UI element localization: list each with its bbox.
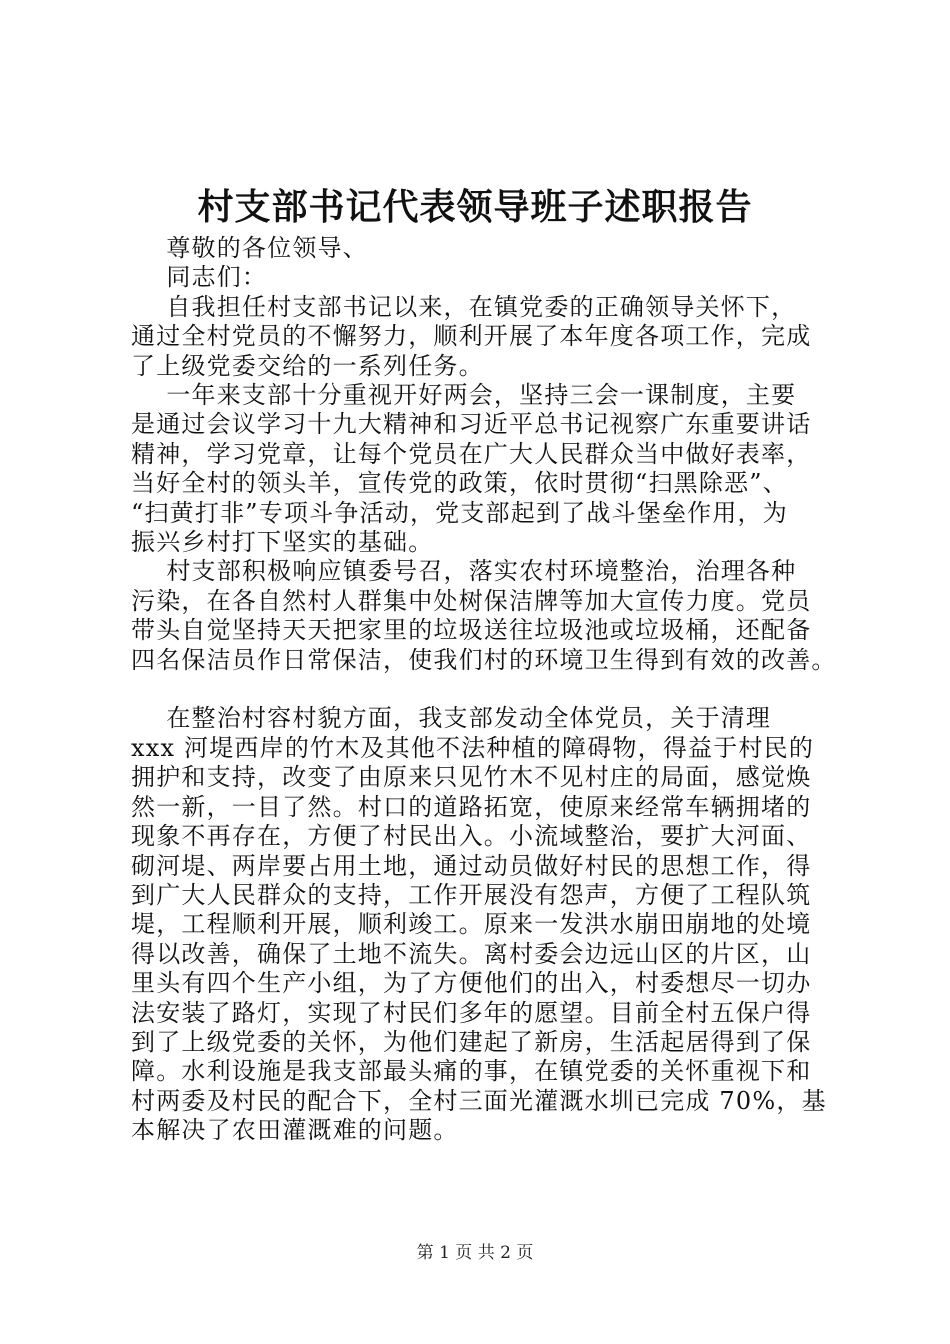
- text-line: 到广大人民群众的支持，工作开展没有怨声，方便了工程队筑: [131, 880, 812, 909]
- text-line: 通过全村党员的不懈努力，顺利开展了本年度各项工作，完成: [131, 322, 812, 351]
- text-line: 村支部积极响应镇委号召，落实农村环境整治，治理各种: [131, 557, 797, 586]
- text-line: “扫黄打非”专项斗争活动，党支部起到了战斗堡垒作用，为: [131, 498, 788, 527]
- text-line: 在整治村容村貌方面，我支部发动全体党员，关于清理: [131, 704, 772, 733]
- text-line: 了上级党委交给的一系列任务。: [131, 351, 484, 380]
- text-line: 自我担任村支部书记以来，在镇党委的正确领导关怀下，: [131, 292, 797, 321]
- text-line: 得以改善，确保了土地不流失。离村委会边远山区的片区，山: [131, 939, 812, 968]
- text-line: 四名保洁员作日常保洁，使我们村的环境卫生得到有效的改善。: [131, 645, 837, 674]
- text-line: 法安装了路灯，实现了村民们多年的愿望。目前全村五保户得: [131, 998, 812, 1027]
- text-line: 到了上级党委的关怀，为他们建起了新房，生活起居得到了保: [131, 1027, 812, 1056]
- text-line: 障。水利设施是我支部最头痛的事，在镇党委的关怀重视下和: [131, 1057, 812, 1086]
- text-line: 一年来支部十分重视开好两会，坚持三会一课制度，主要: [131, 381, 797, 410]
- page-footer: 第 1 页 共 2 页: [416, 1243, 534, 1263]
- text-line: 污染，在各自然村人群集中处树保洁牌等加大宣传力度。党员: [131, 586, 812, 615]
- paragraph-gap: [131, 675, 831, 704]
- text-line: xxx 河堤西岸的竹木及其他不法种植的障碍物，得益于村民的: [131, 733, 815, 762]
- text-line: 当好全村的领头羊，宣传党的政策，依时贯彻“扫黑除恶”、: [131, 469, 788, 498]
- text-line: 是通过会议学习十九大精神和习近平总书记视察广东重要讲话: [131, 410, 812, 439]
- text-line: 堤，工程顺利开展，顺利竣工。原来一发洪水崩田崩地的处境: [131, 910, 812, 939]
- text-line: 尊敬的各位领导、: [131, 234, 368, 262]
- document-body: [131, 234, 837, 1146]
- text-line: 里头有四个生产小组，为了方便他们的出入，村委想尽一切办: [131, 969, 812, 998]
- text-line: 本解决了农田灌溉难的问题。: [131, 1116, 459, 1145]
- text-line: 精神，学习党章，让每个党员在广大人民群众当中做好表率，: [131, 439, 812, 468]
- text-line: 村两委及村民的配合下，全村三面光灌溉水圳已完成 70%，基: [131, 1086, 827, 1115]
- text-line: 带头自觉坚持天天把家里的垃圾送往垃圾池或垃圾桶，还配备: [131, 616, 812, 645]
- text-line: 砌河堤、两岸要占用土地，通过动员做好村民的思想工作，得: [131, 851, 812, 880]
- text-line: 同志们：: [131, 263, 268, 292]
- text-line: 现象不再存在，方便了村民出入。小流域整治，要扩大河面、: [131, 822, 812, 851]
- document-title: 村支部书记代表领导班子述职报告: [197, 186, 753, 228]
- text-line: 振兴乡村打下坚实的基础。: [131, 528, 434, 557]
- text-line: 然一新，一目了然。村口的道路拓宽，使原来经常车辆拥堵的: [131, 792, 812, 821]
- text-line: 拥护和支持，改变了由原来只见竹木不见村庄的局面，感觉焕: [131, 763, 812, 792]
